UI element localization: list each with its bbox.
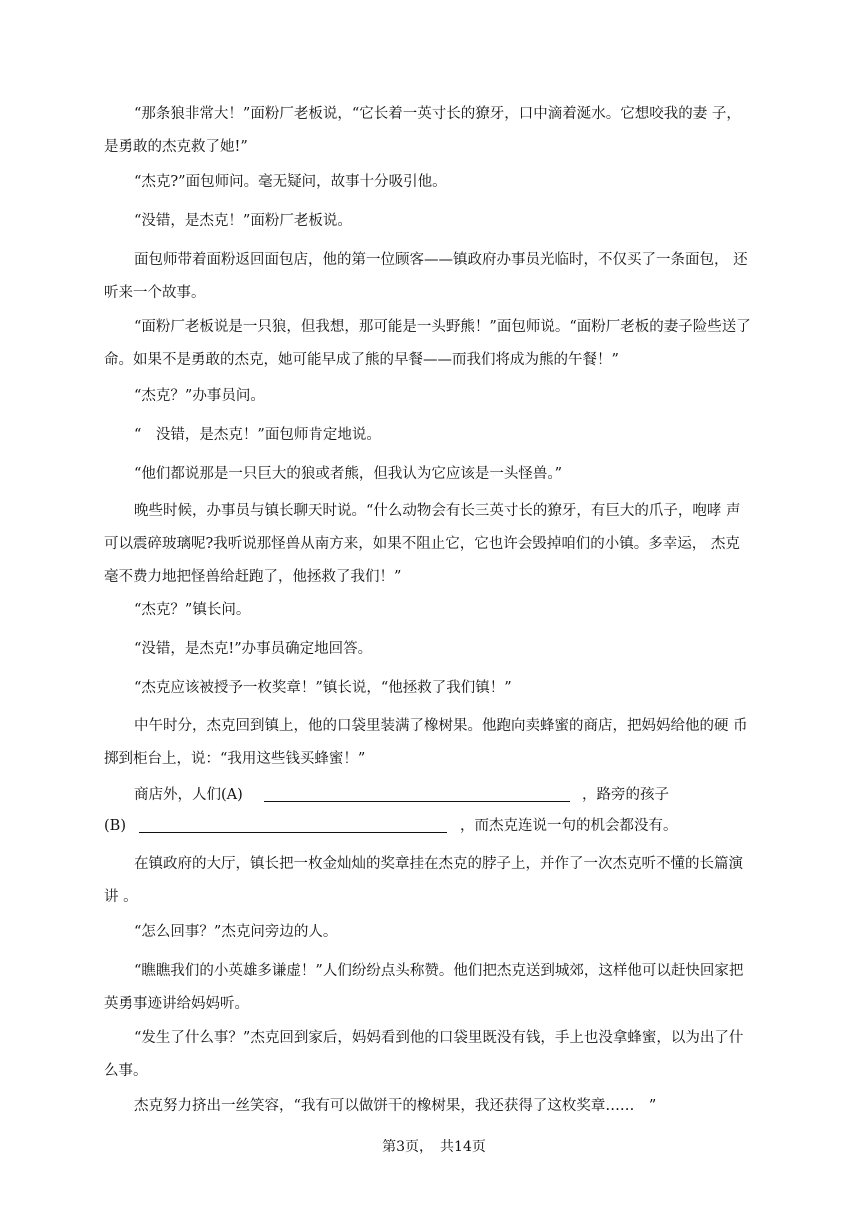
- answer-line-a[interactable]: [264, 801, 570, 802]
- paragraph-13: 中午时分，杰克回到镇上，他的口袋里装满了橡树果。他跑向卖蜂蜜的商店，把妈妈给他的硬 币掷到柜台上，说：“我用这些钱买蜂蜜！”: [104, 718, 748, 767]
- page-number-footer: 第3页， 共14页: [382, 1139, 486, 1155]
- paragraph-1: “那条狼非常大！”面粉厂老板说，“它长着一英寸长的獠牙，口中滴着涎水。它想咬我的妻 子，是勇敢的杰克救了她!”: [104, 106, 741, 155]
- answer-line-b[interactable]: [139, 832, 447, 833]
- paragraph-6: “杰克？”办事员问。: [134, 388, 265, 404]
- paragraph-18: 杰克努力挤出一丝笑容，“我有可以做饼干的橡树果，我还获得了这枚奖章…… ”: [134, 1098, 657, 1114]
- paragraph-4: 面包师带着面粉返回面包店，他的第一位顾客——镇政府办事员光临时，不仅买了一条面包， 还听来一个故事。: [104, 252, 748, 301]
- blank-suffix-b: ，而杰克连说一句的机会都没有。: [460, 818, 678, 834]
- paragraph-16: “瞧瞧我们的小英雄多谦虚！”人们纷纷点头称赞。他们把杰克送到城郊，这样他可以赶快回家把英勇事迹讲给妈妈听。: [104, 963, 744, 1012]
- paragraph-2: “杰克?”面包师问。毫无疑问，故事十分吸引他。: [134, 174, 447, 190]
- paragraph-7: “ 没错，是杰克！”面包师肯定地说。: [134, 427, 381, 443]
- paragraph-12: “杰克应该被授予一枚奖章！”镇长说，“他拯救了我们镇！”: [134, 680, 512, 696]
- paragraph-10: “杰克？”镇长问。: [134, 602, 251, 618]
- paragraph-15: “怎么回事？”杰克问旁边的人。: [134, 924, 338, 940]
- paragraph-5: “面粉厂老板说是一只狼，但我想，那可能是一头野熊！”面包师说。“面粉厂老板的妻子险些送了命。如果不是勇敢的杰克，她可能早成了熊的早餐——而我们将成为熊的午餐！”: [104, 319, 751, 368]
- blank-suffix-a: ，路旁的孩子: [582, 787, 669, 803]
- blank-prefix-a: 商店外，人们(A): [134, 787, 243, 803]
- blank-prefix-b: (B): [104, 818, 126, 834]
- paragraph-9: 晚些时候，办事员与镇长聊天时说。“什么动物会有长三英寸长的獠牙，有巨大的爪子，咆哮 声可以震碎玻璃呢?我听说那怪兽从南方来，如果不阻止它，它也许会毁掉咱们的小镇。多幸运， 杰克毫不费力地把怪兽给赶跑了，他拯救了我们！”: [104, 503, 741, 585]
- paragraph-17: “发生了什么事？”杰克回到家后，妈妈看到他的口袋里既没有钱，手上也没拿蜂蜜，以为出了什么事。: [104, 1030, 744, 1079]
- blank-row-b: [104, 811, 754, 841]
- paragraph-3: “没错，是杰克！”面粉厂老板说。: [134, 213, 352, 229]
- paragraph-11: “没错，是杰克!”办事员确定地回答。: [134, 641, 373, 657]
- paragraph-8: “他们都说那是一只巨大的狼或者熊，但我认为它应该是一头怪兽。”: [134, 466, 563, 482]
- blank-row-a: [104, 780, 754, 810]
- paragraph-14: 在镇政府的大厅，镇长把一枚金灿灿的奖章挂在杰克的脖子上，并作了一次杰克听不懂的长篇演讲 。: [104, 856, 743, 905]
